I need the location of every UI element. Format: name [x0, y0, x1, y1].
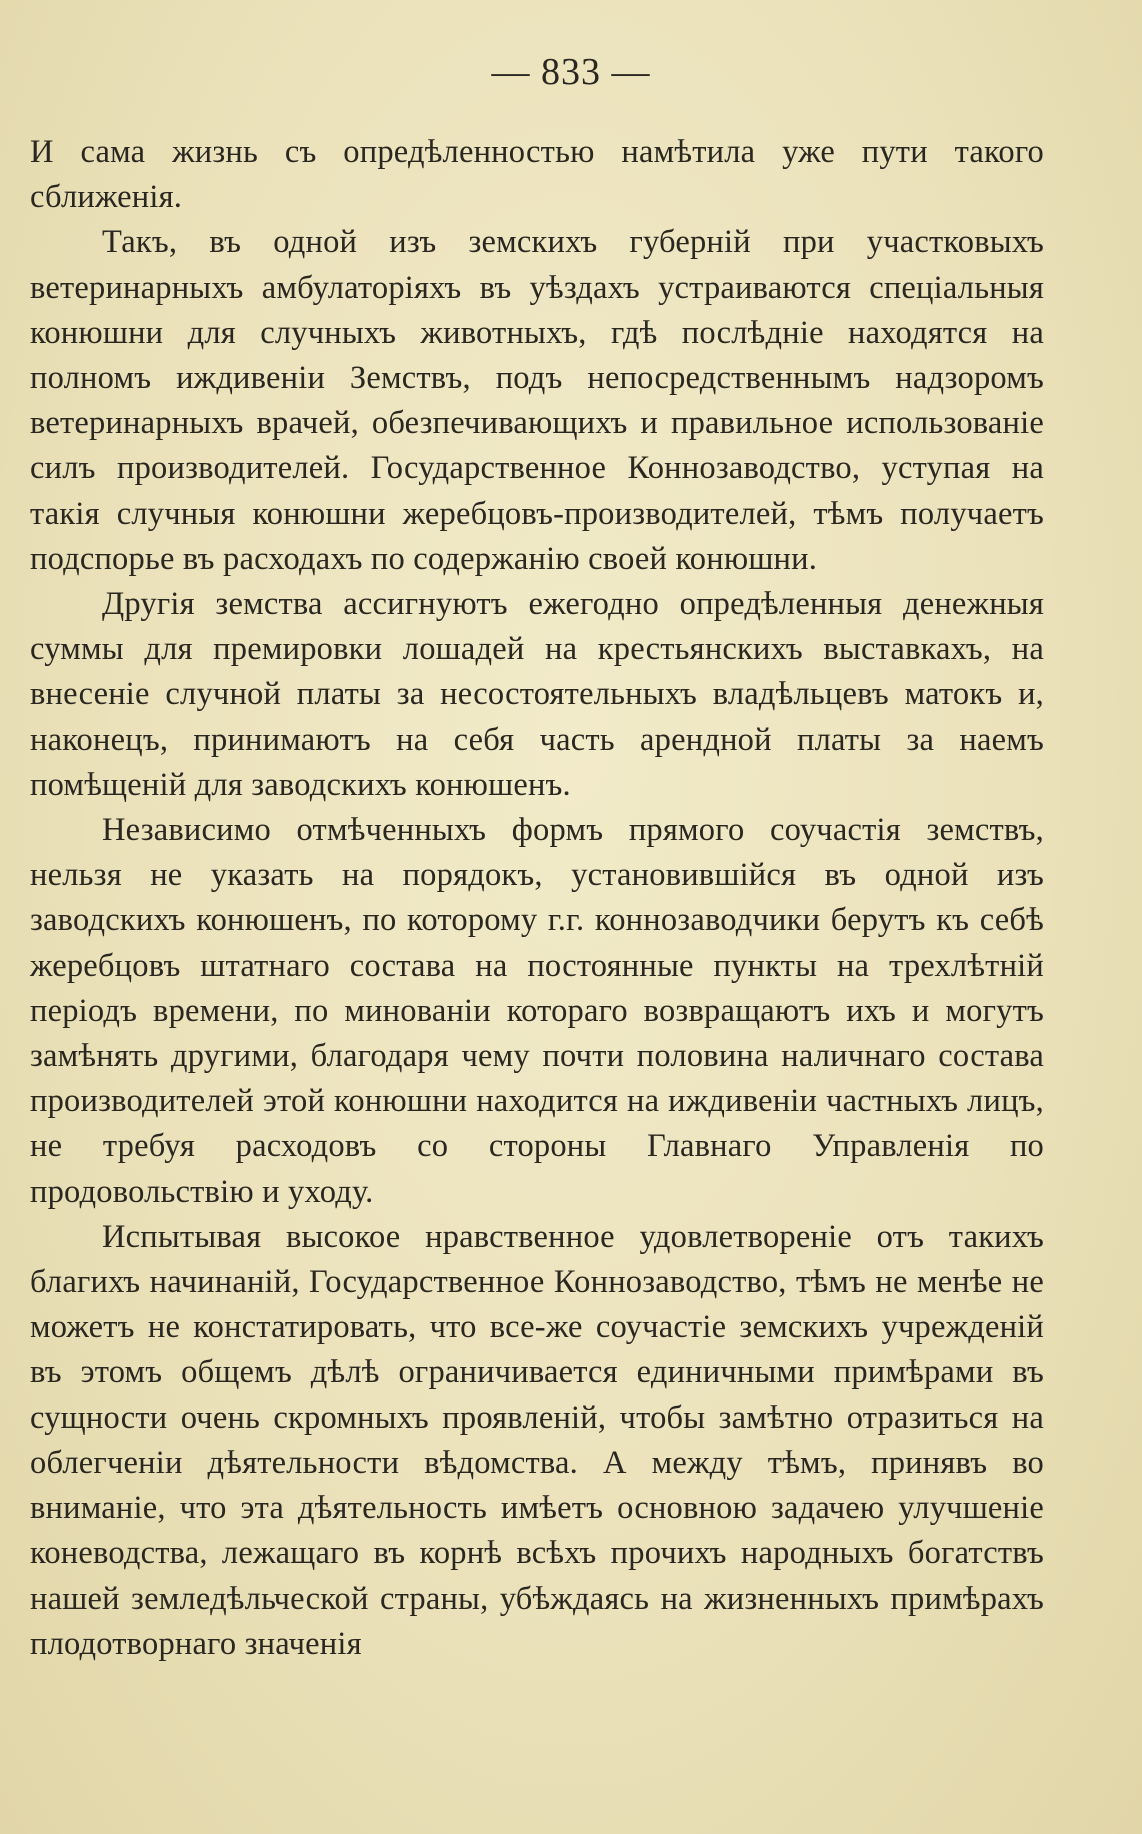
- page-number: — 833 —: [491, 51, 651, 93]
- body-text: [30, 130, 1044, 1667]
- paragraph: Другія земства ассигнуютъ ежегодно опредѣленныя денежныя суммы для премировки лошадей на крестьянскихъ выставкахъ, на внесеніе случной платы за несостоятельныхъ владѣльцевъ матокъ и, наконецъ, принимаютъ на себя часть арендной платы за наемъ помѣщеній для заводскихъ конюшенъ.: [30, 586, 1044, 803]
- paragraph: Такъ, въ одной изъ земскихъ губерній при участковыхъ ветеринарныхъ амбулаторіяхъ въ уѣздахъ устраиваются спеціальныя конюшни для случныхъ животныхъ, гдѣ послѣдніе находятся на полномъ иждивеніи Земствъ, подъ непосредственнымъ надзоромъ ветеринарныхъ врачей, обезпечивающихъ и правильное использованіе силъ производителей. Государственное Коннозаводство, уступая на такія случныя конюшни жеребцовъ-производителей, тѣмъ получаетъ подспорье въ расходахъ по содержанію своей конюшни.: [30, 224, 1044, 577]
- paragraph: Независимо отмѣченныхъ формъ прямого соучастія земствъ, нельзя не указать на порядокъ, установившійся въ одной изъ заводскихъ конюшенъ, по которому г.г. коннозаводчики берутъ къ себѣ жеребцовъ штатнаго состава на постоянные пункты на трехлѣтній періодъ времени, по минованіи котораго возвращаютъ ихъ и могутъ замѣнять другими, благодаря чему почти половина наличнаго состава производителей этой конюшни находится на иждивеніи частныхъ лицъ, не требуя расходовъ со стороны Главнаго Управленія по продовольствію и уходу.: [30, 812, 1044, 1210]
- paragraph: И сама жизнь съ опредѣленностью намѣтила уже пути такого сближенія.: [30, 134, 1044, 216]
- paragraph: Испытывая высокое нравственное удовлетвореніе отъ такихъ благихъ начинаній, Государственное Коннозаводство, тѣмъ не менѣе не можетъ не констатировать, что все-же соучастіе земскихъ учрежденій въ этомъ общемъ дѣлѣ ограничивается единичными примѣрами въ сущности очень скромныхъ проявленій, чтобы замѣтно отразиться на облегченіи дѣятельности вѣдомства. А между тѣмъ, принявъ во вниманіе, что эта дѣятельность имѣетъ основною задачею улучшеніе коневодства, лежащаго въ корнѣ всѣхъ прочихъ народныхъ богатствъ нашей земледѣльческой страны, убѣждаясь на жизненныхъ примѣрахъ плодотворнаго значенія: [30, 1218, 1044, 1662]
